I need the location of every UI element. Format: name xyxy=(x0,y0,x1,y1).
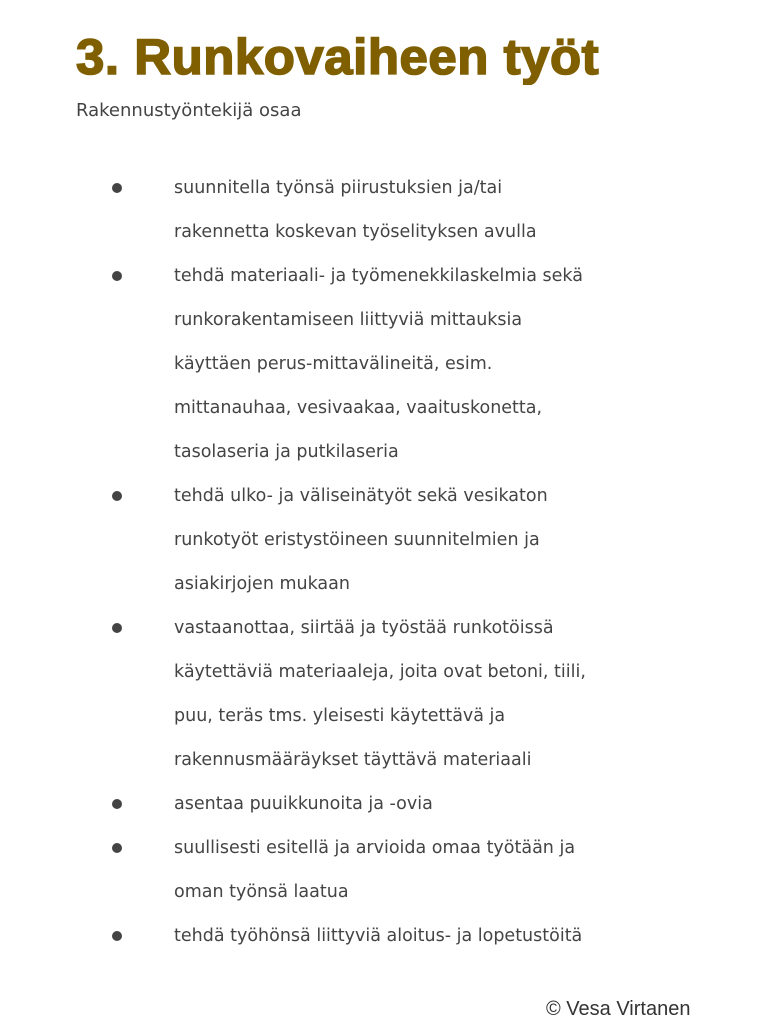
list-item-text: asiakirjojen mukaan xyxy=(174,574,350,594)
list-item-text: tehdä työhönsä liittyviä aloitus- ja lopetustöitä xyxy=(174,926,583,946)
list-item xyxy=(0,826,768,914)
list-item-text: puu, teräs tms. yleisesti käytettävä ja xyxy=(174,706,506,726)
list-item-text: oman työnsä laatua xyxy=(174,882,349,902)
page-title: 3. Runkovaiheen työt xyxy=(76,29,600,85)
bullet-icon xyxy=(112,799,122,809)
bullet-icon xyxy=(112,491,122,501)
bullet-icon xyxy=(112,623,122,633)
subtitle: Rakennustyöntekijä osaa xyxy=(76,100,302,121)
list-item xyxy=(0,914,768,958)
list-item-text: rakennusmääräykset täyttävä materiaali xyxy=(174,750,532,770)
copyright: © Vesa Virtanen xyxy=(546,998,691,1020)
list-item-text: tasolaseria ja putkilaseria xyxy=(174,442,399,462)
list-item-text: tehdä ulko- ja väliseinätyöt sekä vesikaton xyxy=(174,486,548,506)
list-item xyxy=(0,782,768,826)
list-item-text: runkotyöt eristystöineen suunnitelmien ja xyxy=(174,530,540,550)
list-item-text: suunnitella työnsä piirustuksien ja/tai xyxy=(174,178,503,198)
list-item xyxy=(0,166,768,254)
list-item-text: vastaanottaa, siirtää ja työstää runkotöissä xyxy=(174,618,554,638)
list-item xyxy=(0,474,768,606)
bullet-icon xyxy=(112,183,122,193)
list-item-text: käytettäviä materiaaleja, joita ovat betoni, tiili, xyxy=(174,662,586,682)
list-item-text: suullisesti esitellä ja arvioida omaa työtään ja xyxy=(174,838,576,858)
list-item-text: asentaa puuikkunoita ja -ovia xyxy=(174,794,433,814)
bullet-list xyxy=(0,166,768,958)
bullet-icon xyxy=(112,271,122,281)
bullet-icon xyxy=(112,843,122,853)
list-item-text: rakennetta koskevan työselityksen avulla xyxy=(174,222,537,242)
list-item-text: mittanauhaa, vesivaakaa, vaaituskonetta, xyxy=(174,398,543,418)
list-item-text: käyttäen perus-mittavälineitä, esim. xyxy=(174,354,493,374)
bullet-icon xyxy=(112,931,122,941)
list-item xyxy=(0,254,768,474)
list-item xyxy=(0,606,768,782)
list-item-text: tehdä materiaali- ja työmenekkilaskelmia sekä xyxy=(174,266,583,286)
list-item-text: runkorakentamiseen liittyviä mittauksia xyxy=(174,310,523,330)
